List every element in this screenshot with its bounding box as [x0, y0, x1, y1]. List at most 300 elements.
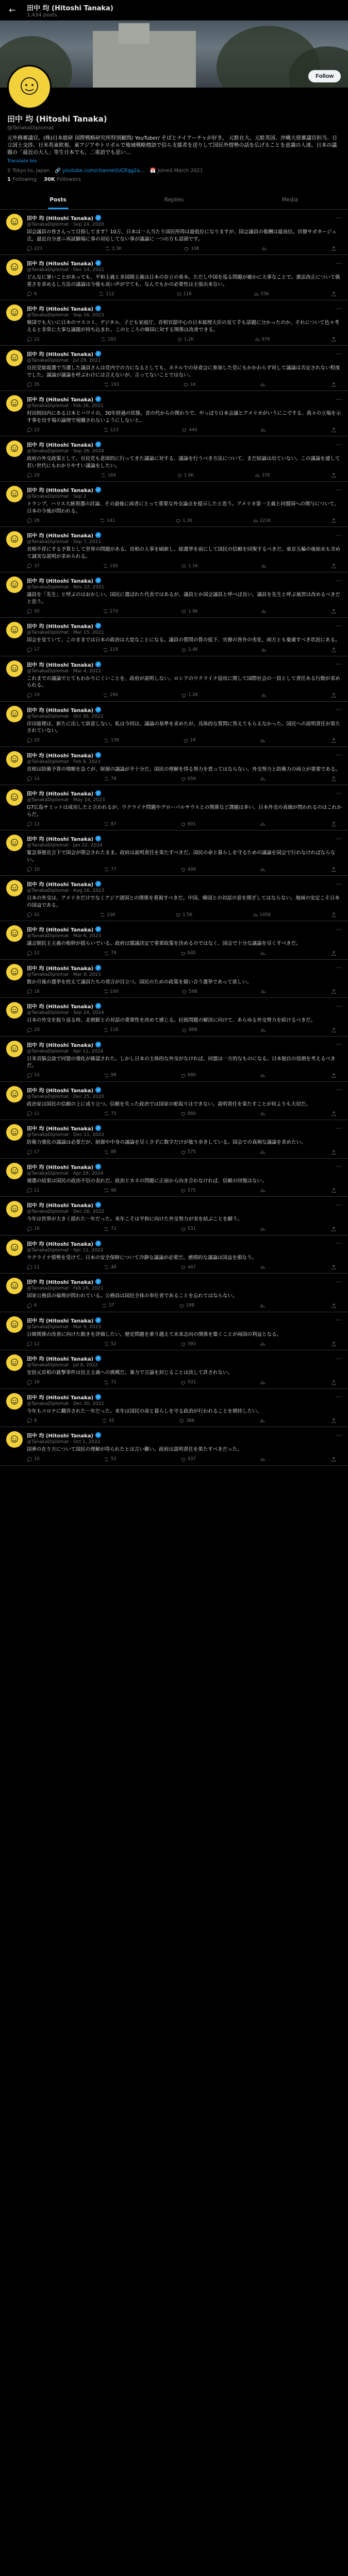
tweet-avatar[interactable]	[6, 1278, 23, 1294]
like-button[interactable]	[180, 1341, 196, 1347]
tweet[interactable]	[0, 1350, 348, 1389]
like-button[interactable]	[180, 776, 196, 782]
tweet-date[interactable]: Oct 30, 2022	[73, 714, 104, 719]
repost-button[interactable]	[98, 291, 114, 297]
more-options-icon[interactable]: ⋯	[336, 880, 342, 888]
reply-button[interactable]	[27, 647, 40, 653]
tweet-handle[interactable]: @TanakaDiplomat	[27, 1094, 69, 1099]
tweet[interactable]	[0, 1427, 348, 1466]
tweet[interactable]	[0, 346, 348, 391]
reply-button[interactable]	[27, 912, 40, 918]
like-button[interactable]	[180, 951, 196, 956]
tweet-avatar[interactable]	[6, 1002, 23, 1019]
tweet[interactable]	[0, 527, 348, 572]
reply-button[interactable]	[27, 1111, 40, 1116]
reply-button[interactable]	[27, 246, 42, 251]
share-button[interactable]	[331, 867, 337, 872]
like-button[interactable]	[175, 518, 192, 523]
tweet-avatar[interactable]	[6, 1354, 23, 1371]
tweet[interactable]	[0, 391, 348, 436]
share-button[interactable]	[331, 951, 337, 956]
tweet[interactable]	[0, 618, 348, 656]
views-button[interactable]	[260, 776, 267, 782]
tweet-handle[interactable]: @TanakaDiplomat	[27, 222, 69, 227]
share-button[interactable]	[331, 647, 337, 653]
more-options-icon[interactable]: ⋯	[336, 1278, 342, 1285]
more-options-icon[interactable]: ⋯	[336, 706, 342, 713]
profile-link[interactable]: youtube.com/channel/UCEqg2a…	[62, 168, 145, 174]
tweet[interactable]	[0, 1235, 348, 1274]
share-button[interactable]	[331, 738, 337, 743]
tweet[interactable]	[0, 1120, 348, 1159]
tweet-date[interactable]: Sep 24, 2024	[73, 1010, 104, 1015]
tab-replies[interactable]: Replies	[164, 197, 184, 203]
views-button[interactable]	[260, 1226, 267, 1232]
tweet-author-name[interactable]: 田中 均 (Hitoshi Tanaka)	[27, 707, 94, 714]
more-options-icon[interactable]: ⋯	[336, 622, 342, 630]
more-options-icon[interactable]: ⋯	[336, 1393, 342, 1400]
tweet-avatar[interactable]	[6, 706, 23, 722]
like-button[interactable]	[180, 1226, 196, 1232]
tweet[interactable]	[0, 572, 348, 618]
share-button[interactable]	[331, 1303, 337, 1309]
reply-button[interactable]	[27, 1264, 40, 1270]
more-options-icon[interactable]: ⋯	[336, 1431, 342, 1439]
more-options-icon[interactable]: ⋯	[336, 1086, 342, 1093]
tab-posts[interactable]: Posts	[0, 191, 116, 209]
tweet-date[interactable]: Sep 16, 2023	[73, 313, 104, 318]
share-button[interactable]	[331, 1111, 337, 1116]
tweet[interactable]	[0, 747, 348, 786]
repost-button[interactable]	[103, 563, 118, 569]
repost-button[interactable]	[104, 1264, 117, 1270]
more-options-icon[interactable]: ⋯	[336, 259, 342, 267]
more-options-icon[interactable]: ⋯	[336, 1240, 342, 1247]
views-button[interactable]	[260, 1188, 267, 1193]
repost-button[interactable]	[103, 608, 118, 614]
repost-button[interactable]	[104, 738, 119, 743]
repost-button[interactable]	[104, 776, 117, 782]
repost-button[interactable]	[103, 647, 118, 653]
tweet[interactable]	[0, 785, 348, 831]
more-options-icon[interactable]: ⋯	[336, 577, 342, 584]
tweet-handle[interactable]: @TanakaDiplomat	[27, 759, 69, 765]
reply-button[interactable]	[27, 1226, 40, 1232]
tweet-date[interactable]: Feb 26, 2021	[73, 403, 104, 409]
tweet-author-name[interactable]: 田中 均 (Hitoshi Tanaka)	[27, 533, 94, 539]
tweet-handle[interactable]: @TanakaDiplomat	[27, 843, 69, 848]
tweet-handle[interactable]: @TanakaDiplomat	[27, 1439, 69, 1445]
tweet-date[interactable]: Jul 29, 2021	[73, 358, 101, 363]
share-button[interactable]	[331, 563, 337, 569]
more-options-icon[interactable]: ⋯	[336, 395, 342, 403]
tweet-author-name[interactable]: 田中 均 (Hitoshi Tanaka)	[27, 1241, 94, 1247]
repost-button[interactable]	[104, 1111, 117, 1116]
like-button[interactable]	[180, 821, 196, 827]
tweet-handle[interactable]: @TanakaDiplomat	[27, 1209, 69, 1214]
tweet-avatar[interactable]	[6, 486, 23, 502]
reply-button[interactable]	[27, 1188, 40, 1193]
reply-button[interactable]	[27, 692, 40, 698]
views-button[interactable]	[255, 472, 270, 478]
share-button[interactable]	[331, 291, 337, 297]
share-button[interactable]	[331, 776, 337, 782]
like-button[interactable]	[180, 1264, 196, 1270]
tweet-avatar[interactable]	[6, 660, 23, 677]
tweet-avatar[interactable]	[6, 964, 23, 980]
tweet-handle[interactable]: @TanakaDiplomat	[27, 313, 69, 318]
tweet-avatar[interactable]	[6, 1086, 23, 1103]
like-button[interactable]	[183, 738, 196, 743]
tweet[interactable]	[0, 702, 348, 747]
tweet[interactable]	[0, 1312, 348, 1351]
tweet-author-name[interactable]: 田中 均 (Hitoshi Tanaka)	[27, 1433, 94, 1439]
reply-button[interactable]	[27, 989, 40, 994]
like-button[interactable]	[181, 989, 197, 994]
tweet-author-name[interactable]: 田中 均 (Hitoshi Tanaka)	[27, 1357, 94, 1362]
tweet-author-name[interactable]: 田中 均 (Hitoshi Tanaka)	[27, 837, 94, 842]
tweet-avatar[interactable]	[6, 395, 23, 412]
reply-button[interactable]	[27, 608, 40, 614]
like-button[interactable]	[181, 427, 197, 433]
tweet-handle[interactable]: @TanakaDiplomat	[27, 1286, 69, 1291]
share-button[interactable]	[331, 246, 337, 251]
like-button[interactable]	[181, 647, 198, 653]
tweet-avatar[interactable]	[6, 751, 23, 768]
views-button[interactable]	[260, 989, 268, 994]
more-options-icon[interactable]: ⋯	[336, 1354, 342, 1362]
like-button[interactable]	[181, 692, 198, 698]
tweet-date[interactable]: Dec 25, 2020	[73, 1094, 105, 1099]
reply-button[interactable]	[27, 563, 40, 569]
share-button[interactable]	[331, 1149, 337, 1155]
like-button[interactable]	[183, 382, 196, 387]
tweet-author-name[interactable]: 田中 均 (Hitoshi Tanaka)	[27, 1004, 94, 1010]
tweet-avatar[interactable]	[6, 440, 23, 457]
tweet[interactable]	[0, 1159, 348, 1197]
repost-button[interactable]	[102, 1418, 114, 1423]
tweet[interactable]	[0, 998, 348, 1037]
tweet[interactable]	[0, 876, 348, 921]
tweet-handle[interactable]: @TanakaDiplomat	[27, 798, 69, 803]
tweet-handle[interactable]: @TanakaDiplomat	[27, 403, 69, 409]
tweet-author-name[interactable]: 田中 均 (Hitoshi Tanaka)	[27, 1042, 94, 1048]
more-options-icon[interactable]: ⋯	[336, 751, 342, 758]
like-button[interactable]	[181, 1027, 197, 1033]
views-button[interactable]	[260, 1341, 267, 1347]
share-button[interactable]	[331, 608, 337, 614]
like-button[interactable]	[177, 472, 194, 478]
views-button[interactable]	[253, 912, 271, 918]
avatar[interactable]	[7, 65, 52, 109]
tweet[interactable]	[0, 210, 348, 255]
tweet-avatar[interactable]	[6, 1201, 23, 1217]
tweet-author-name[interactable]: 田中 均 (Hitoshi Tanaka)	[27, 624, 94, 630]
reply-button[interactable]	[27, 1073, 40, 1078]
tweet-author-name[interactable]: 田中 均 (Hitoshi Tanaka)	[27, 1395, 94, 1401]
views-button[interactable]	[260, 1073, 267, 1078]
tweet-date[interactable]: Dec 28, 2022	[73, 1209, 105, 1214]
tweet-author-name[interactable]: 田中 均 (Hitoshi Tanaka)	[27, 662, 94, 668]
tweet-handle[interactable]: @TanakaDiplomat	[27, 539, 69, 545]
reply-button[interactable]	[27, 427, 40, 433]
tweet[interactable]	[0, 960, 348, 998]
tweet-author-name[interactable]: 田中 均 (Hitoshi Tanaka)	[27, 352, 94, 358]
tweet[interactable]	[0, 1389, 348, 1428]
share-button[interactable]	[331, 1456, 337, 1462]
tweet-date[interactable]: Apr 11, 2024	[73, 1048, 104, 1054]
tweet-author-name[interactable]: 田中 均 (Hitoshi Tanaka)	[27, 216, 94, 222]
reply-button[interactable]	[27, 1149, 40, 1155]
reply-button[interactable]	[27, 1418, 37, 1423]
tweet-author-name[interactable]: 田中 均 (Hitoshi Tanaka)	[27, 261, 94, 267]
share-button[interactable]	[331, 382, 337, 387]
more-options-icon[interactable]: ⋯	[336, 1041, 342, 1048]
share-button[interactable]	[331, 518, 337, 523]
tweet-date[interactable]: Sep 2	[73, 494, 87, 499]
tweet-author-name[interactable]: 田中 均 (Hitoshi Tanaka)	[27, 927, 94, 933]
tweet-handle[interactable]: @TanakaDiplomat	[27, 1171, 69, 1176]
tweet-avatar[interactable]	[6, 1163, 23, 1179]
share-button[interactable]	[331, 1264, 337, 1270]
repost-button[interactable]	[100, 518, 115, 523]
tweet-handle[interactable]: @TanakaDiplomat	[27, 1247, 69, 1253]
reply-button[interactable]	[27, 518, 40, 523]
like-button[interactable]	[181, 563, 198, 569]
tweet-handle[interactable]: @TanakaDiplomat	[27, 934, 69, 939]
views-button[interactable]	[260, 427, 268, 433]
tweet-author-name[interactable]: 田中 均 (Hitoshi Tanaka)	[27, 488, 94, 494]
reply-button[interactable]	[27, 951, 40, 956]
views-button[interactable]	[260, 867, 267, 872]
like-button[interactable]	[180, 867, 196, 872]
reply-button[interactable]	[27, 1303, 37, 1309]
repost-button[interactable]	[104, 867, 117, 872]
tweet-author-name[interactable]: 田中 均 (Hitoshi Tanaka)	[27, 1280, 94, 1285]
tweet-author-name[interactable]: 田中 均 (Hitoshi Tanaka)	[27, 307, 94, 312]
reply-button[interactable]	[27, 291, 37, 297]
repost-button[interactable]	[104, 1380, 117, 1385]
views-button[interactable]	[260, 1111, 267, 1116]
tweet-date[interactable]: Feb 9, 2023	[73, 759, 101, 765]
like-button[interactable]	[180, 1149, 196, 1155]
reply-button[interactable]	[27, 1456, 40, 1462]
share-button[interactable]	[331, 1341, 337, 1347]
tweet-author-name[interactable]: 田中 均 (Hitoshi Tanaka)	[27, 1203, 94, 1209]
tweet-handle[interactable]: @TanakaDiplomat	[27, 630, 69, 635]
followers-stat[interactable]: 30K Followers	[44, 177, 81, 182]
tab-media[interactable]: Media	[281, 197, 299, 203]
reply-button[interactable]	[27, 1341, 40, 1347]
tweet-date[interactable]: Dec 14, 2021	[73, 267, 105, 273]
views-button[interactable]	[260, 382, 267, 387]
tweet-avatar[interactable]	[6, 622, 23, 638]
tweet-date[interactable]: Sep 7, 2021	[73, 539, 102, 545]
repost-button[interactable]	[104, 1188, 117, 1193]
link-item[interactable]	[55, 168, 144, 174]
tweet-date[interactable]: Mar 9, 2023	[73, 1324, 102, 1330]
more-options-icon[interactable]: ⋯	[336, 835, 342, 842]
repost-button[interactable]	[105, 246, 122, 251]
tweet-author-name[interactable]: 田中 均 (Hitoshi Tanaka)	[27, 753, 94, 759]
share-button[interactable]	[331, 1226, 337, 1232]
reply-button[interactable]	[27, 336, 40, 342]
tweet-author-name[interactable]: 田中 均 (Hitoshi Tanaka)	[27, 791, 94, 797]
like-button[interactable]	[176, 291, 192, 297]
tweet-avatar[interactable]	[6, 1240, 23, 1256]
reply-button[interactable]	[27, 821, 40, 827]
share-button[interactable]	[331, 1188, 337, 1193]
tweet-date[interactable]: Sep 24, 2020	[73, 222, 104, 227]
repost-button[interactable]	[104, 821, 117, 827]
tweet-avatar[interactable]	[6, 214, 23, 230]
back-arrow-icon[interactable]: ←	[9, 5, 16, 15]
tweet-date[interactable]: Feb 26, 2021	[73, 1286, 104, 1291]
share-button[interactable]	[331, 821, 337, 827]
like-button[interactable]	[180, 1456, 196, 1462]
views-button[interactable]	[260, 1027, 268, 1033]
more-options-icon[interactable]: ⋯	[336, 925, 342, 933]
tweet-date[interactable]: Aug 16, 2023	[73, 888, 105, 893]
tweet[interactable]	[0, 921, 348, 960]
more-options-icon[interactable]: ⋯	[336, 1201, 342, 1209]
follow-button[interactable]: Follow	[308, 70, 341, 82]
tweet-handle[interactable]: @TanakaDiplomat	[27, 714, 69, 719]
tweet-date[interactable]: Jan 22, 2024	[73, 843, 103, 848]
repost-button[interactable]	[104, 1341, 117, 1347]
tweet-date[interactable]: Sep 26, 2024	[73, 449, 104, 454]
more-options-icon[interactable]: ⋯	[336, 350, 342, 358]
like-button[interactable]	[177, 336, 194, 342]
tweet-author-name[interactable]: 田中 均 (Hitoshi Tanaka)	[27, 1164, 94, 1171]
views-button[interactable]	[255, 336, 270, 342]
tweet-avatar[interactable]	[6, 350, 23, 366]
reply-button[interactable]	[27, 472, 40, 478]
views-button[interactable]	[260, 821, 267, 827]
views-button[interactable]	[261, 563, 268, 569]
like-button[interactable]	[180, 1380, 196, 1385]
views-button[interactable]	[259, 1418, 267, 1423]
repost-button[interactable]	[103, 1027, 119, 1033]
tweet-date[interactable]: Oct 1, 2022	[73, 1439, 101, 1445]
views-button[interactable]	[261, 692, 268, 698]
more-options-icon[interactable]: ⋯	[336, 304, 342, 312]
more-options-icon[interactable]: ⋯	[336, 964, 342, 971]
tweet[interactable]	[0, 1274, 348, 1312]
tweet-author-name[interactable]: 田中 均 (Hitoshi Tanaka)	[27, 1088, 94, 1094]
tweet-handle[interactable]: @TanakaDiplomat	[27, 972, 69, 977]
like-button[interactable]	[179, 1303, 194, 1309]
share-button[interactable]	[331, 1418, 337, 1423]
views-button[interactable]	[261, 647, 268, 653]
repost-button[interactable]	[101, 472, 116, 478]
like-button[interactable]	[184, 246, 199, 251]
share-button[interactable]	[331, 1073, 337, 1078]
more-options-icon[interactable]: ⋯	[336, 1316, 342, 1324]
share-button[interactable]	[331, 1380, 337, 1385]
repost-button[interactable]	[104, 1149, 117, 1155]
tweet-handle[interactable]: @TanakaDiplomat	[27, 358, 69, 363]
tweet-date[interactable]: Apr 11, 2022	[73, 1247, 104, 1253]
tweet-avatar[interactable]	[6, 789, 23, 806]
repost-button[interactable]	[103, 427, 119, 433]
tweet-author-name[interactable]: 田中 均 (Hitoshi Tanaka)	[27, 1126, 94, 1132]
tweet-avatar[interactable]	[6, 1393, 23, 1410]
tweet-avatar[interactable]	[6, 880, 23, 896]
tweet-author-name[interactable]: 田中 均 (Hitoshi Tanaka)	[27, 397, 94, 403]
tweet-handle[interactable]: @TanakaDiplomat	[27, 668, 69, 674]
tweet-handle[interactable]: @TanakaDiplomat	[27, 1363, 69, 1368]
tweet-date[interactable]: Mar 8, 2021	[73, 972, 102, 977]
tweet-avatar[interactable]	[6, 1041, 23, 1057]
tweet-avatar[interactable]	[6, 259, 23, 276]
repost-button[interactable]	[104, 382, 119, 387]
views-button[interactable]	[260, 1149, 267, 1155]
more-options-icon[interactable]: ⋯	[336, 214, 342, 222]
tweet-avatar[interactable]	[6, 1431, 23, 1448]
tweet-author-name[interactable]: 田中 均 (Hitoshi Tanaka)	[27, 579, 94, 584]
tweet-handle[interactable]: @TanakaDiplomat	[27, 585, 69, 590]
tweet-handle[interactable]: @TanakaDiplomat	[27, 267, 69, 273]
tweet[interactable]	[0, 255, 348, 300]
like-button[interactable]	[180, 1111, 196, 1116]
more-options-icon[interactable]: ⋯	[336, 1163, 342, 1170]
more-options-icon[interactable]: ⋯	[336, 486, 342, 494]
tweet-avatar[interactable]	[6, 1124, 23, 1141]
tweet[interactable]	[0, 436, 348, 482]
reply-button[interactable]	[27, 738, 40, 743]
repost-button[interactable]	[100, 912, 115, 918]
tweet-author-name[interactable]: 田中 均 (Hitoshi Tanaka)	[27, 882, 94, 888]
repost-button[interactable]	[103, 989, 119, 994]
views-button[interactable]	[261, 246, 269, 251]
tweet[interactable]	[0, 1037, 348, 1082]
reply-button[interactable]	[27, 382, 40, 387]
tweet-date[interactable]: Dec 30, 2021	[73, 1401, 105, 1406]
views-button[interactable]	[261, 608, 268, 614]
views-button[interactable]	[260, 951, 267, 956]
tweet-date[interactable]: Nov 22, 2021	[73, 585, 105, 590]
tweet-handle[interactable]: @TanakaDiplomat	[27, 888, 69, 893]
tweet-handle[interactable]: @TanakaDiplomat	[27, 1010, 69, 1015]
views-button[interactable]	[260, 738, 267, 743]
share-button[interactable]	[331, 336, 337, 342]
more-options-icon[interactable]: ⋯	[336, 789, 342, 797]
more-options-icon[interactable]: ⋯	[336, 1124, 342, 1132]
share-button[interactable]	[331, 427, 337, 433]
tweet-handle[interactable]: @TanakaDiplomat	[27, 1324, 69, 1330]
tweet[interactable]	[0, 482, 348, 527]
tweet[interactable]	[0, 1197, 348, 1235]
repost-button[interactable]	[104, 1073, 117, 1078]
tweet-date[interactable]: Mar 6, 2023	[73, 934, 102, 939]
tweet[interactable]	[0, 831, 348, 876]
following-stat[interactable]: 1 Following	[7, 177, 37, 182]
tweet-date[interactable]: Jul 8, 2022	[73, 1363, 98, 1368]
more-options-icon[interactable]: ⋯	[336, 660, 342, 668]
reply-button[interactable]	[27, 867, 40, 872]
tweet-handle[interactable]: @TanakaDiplomat	[27, 449, 69, 454]
views-button[interactable]	[260, 1264, 267, 1270]
tweet-handle[interactable]: @TanakaDiplomat	[27, 1132, 69, 1138]
repost-button[interactable]	[104, 1456, 117, 1462]
views-button[interactable]	[253, 518, 271, 523]
tweet-avatar[interactable]	[6, 1316, 23, 1333]
tweet-avatar[interactable]	[6, 304, 23, 321]
share-button[interactable]	[331, 1027, 337, 1033]
tweet-avatar[interactable]	[6, 835, 23, 851]
tweet-date[interactable]: Apr 28, 2024	[73, 1171, 104, 1176]
